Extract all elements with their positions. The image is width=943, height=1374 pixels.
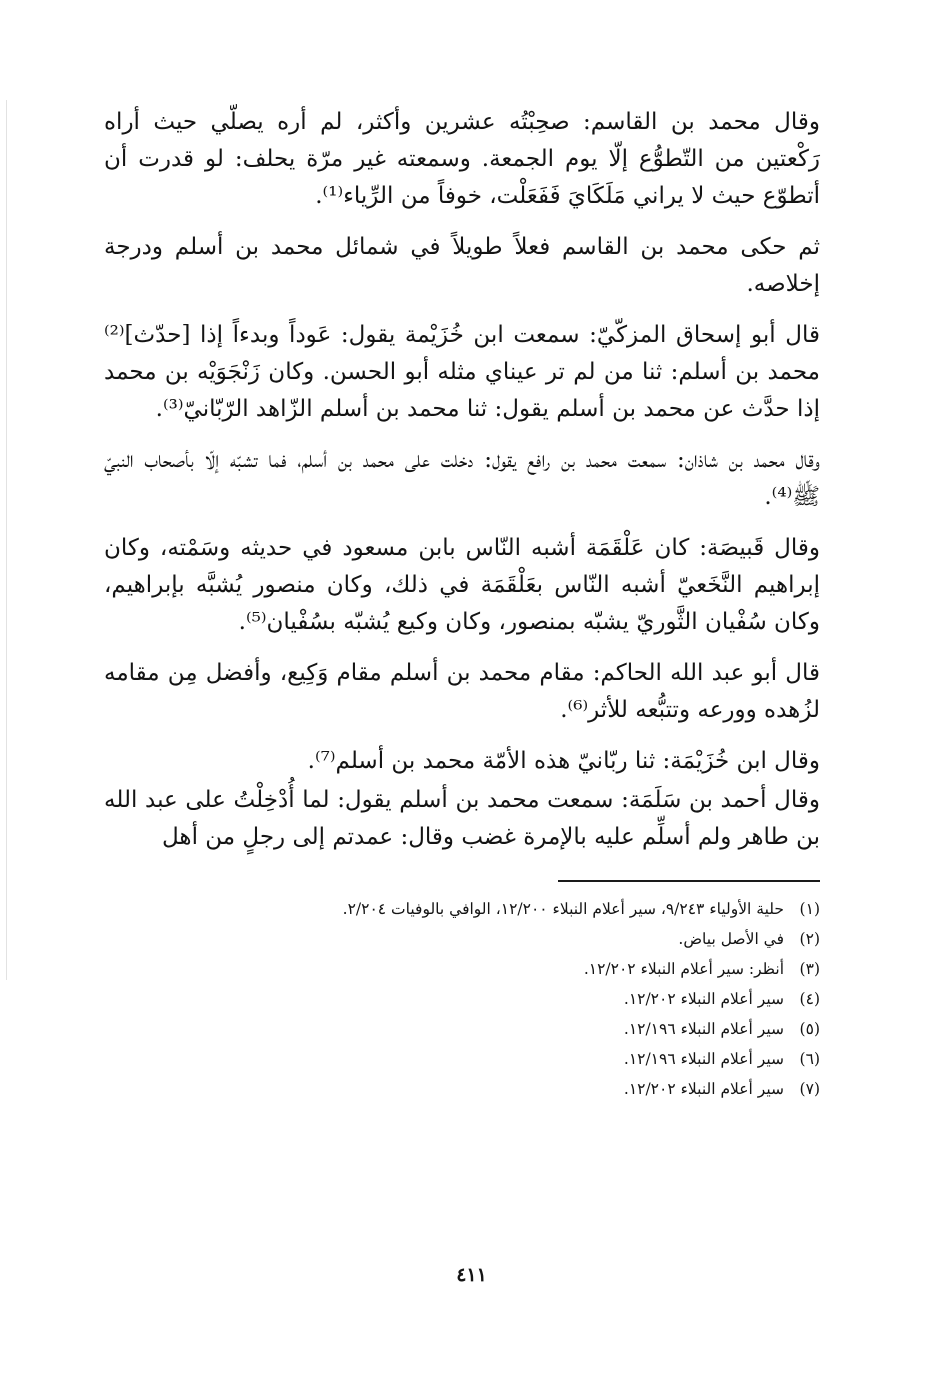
paragraph-7: وقال ابن خُزَيْمَة: ثنا ربّانيّ هذه الأمّة محمد بن أسلم⁽⁷⁾. bbox=[307, 748, 820, 774]
footnote-number: (٤) bbox=[799, 990, 820, 1008]
footnote-text: سير أعلام النبلاء ١٢/٢٠٢. bbox=[623, 990, 784, 1008]
footnote-number: (٣) bbox=[799, 960, 820, 978]
footnote-4 bbox=[104, 984, 820, 1014]
footnote-text: سير أعلام النبلاء ١٢/١٩٦. bbox=[623, 1020, 784, 1038]
paragraph-3: قال أبو إسحاق المزكّيّ: سمعت ابن خُزَيْمة يقول: عَوداً وبدءاً إذا [حدّث]⁽²⁾ محمد بن أسلم: ثنا من لم تر عيناي مثله أبو الحسن. وكان زَنْجَوَيْه بن محمد إذا حدَّث عن محمد بن أسلم يقول: ثنا محمد بن أسلم الزّاهد الرّبّانيّ⁽³⁾. bbox=[104, 322, 820, 422]
footnote-text: أنظر: سير أعلام النبلاء ١٢/٢٠٢. bbox=[583, 960, 784, 978]
footnote-7 bbox=[104, 1074, 820, 1104]
footnotes bbox=[104, 894, 820, 1104]
footnote-1 bbox=[104, 894, 820, 924]
footnote-number: (٧) bbox=[799, 1080, 820, 1098]
footnote-text: سير أعلام النبلاء ١٢/١٩٦. bbox=[623, 1050, 784, 1068]
footnote-number: (١) bbox=[799, 900, 820, 918]
footnote-number: (٦) bbox=[799, 1050, 820, 1068]
paragraph-4: وقال محمد بن شاذان: سمعت محمد بن رافع يقول: دخلت على محمد بن أسلم، فما تشبّه إلّا بأصحاب النبيّ ﷺ⁽⁴⁾. bbox=[104, 447, 820, 510]
footnote-text: حلية الأولياء ٩/٢٤٣، سير أعلام النبلاء ١٢/٢٠٠، الوافي بالوفيات ٢/٢٠٤. bbox=[342, 900, 784, 918]
footnote-number: (٢) bbox=[799, 930, 820, 948]
footnote-2 bbox=[104, 924, 820, 954]
paragraph-6: قال أبو عبد الله الحاكم: مقام محمد بن أسلم مقام وَكِيع، وأفضل مِن مقامه لزُهده وورعه وتتبُّعه للأثر⁽⁶⁾. bbox=[104, 660, 820, 723]
footnote-number: (٥) bbox=[799, 1020, 820, 1038]
footnote-6 bbox=[104, 1044, 820, 1074]
page-body bbox=[104, 104, 820, 1104]
footnote-separator bbox=[558, 880, 820, 882]
paragraph-8: وقال أحمد بن سَلَمَة: سمعت محمد بن أسلم يقول: لما أُدْخِلْتُ على عبد الله بن طاهر ولم أسلِّم عليه بالإمرة غضب وقال: عمدتم إلى رجلٍ من أهل bbox=[104, 787, 820, 850]
page-number: ٤١١ bbox=[456, 1264, 487, 1286]
footnote-3 bbox=[104, 954, 820, 984]
paragraph-2: ثم حكى محمد بن القاسم فعلاً طويلاً في شمائل محمد بن أسلم ودرجة إخلاصه. bbox=[104, 234, 820, 297]
footnote-text: في الأصل بياض. bbox=[678, 930, 784, 948]
page-edge-line bbox=[6, 100, 7, 980]
footnote-text: سير أعلام النبلاء ١٢/٢٠٢. bbox=[623, 1080, 784, 1098]
paragraph-5: وقال قَبيصَة: كان عَلْقَمَة أشبه النّاس بابن مسعود في حديثه وسَمْته، وكان إبراهيم النَّخَعيّ أشبه النّاس بعَلْقَمَة في ذلك، وكان منصور يُشبَّه بإبراهيم، وكان سُفْيان الثَّوريّ يشبّه بمنصور، وكان وكيع يُشبّه بسُفْيان⁽⁵⁾. bbox=[104, 535, 820, 635]
paragraph-1: وقال محمد بن القاسم: صحِبْتُه عشرين وأكثر، لم أره يصلّي حيث أراه رَكْعتين من التّطوُّع إلّا يوم الجمعة. وسمعته غير مرّة يحلف: لو قدرت أن أتطوّع حيث لا يراني مَلَكَايَ فَفَعَلْت، خوفاً من الرِّياء⁽¹⁾. bbox=[104, 109, 820, 209]
footnote-5 bbox=[104, 1014, 820, 1044]
